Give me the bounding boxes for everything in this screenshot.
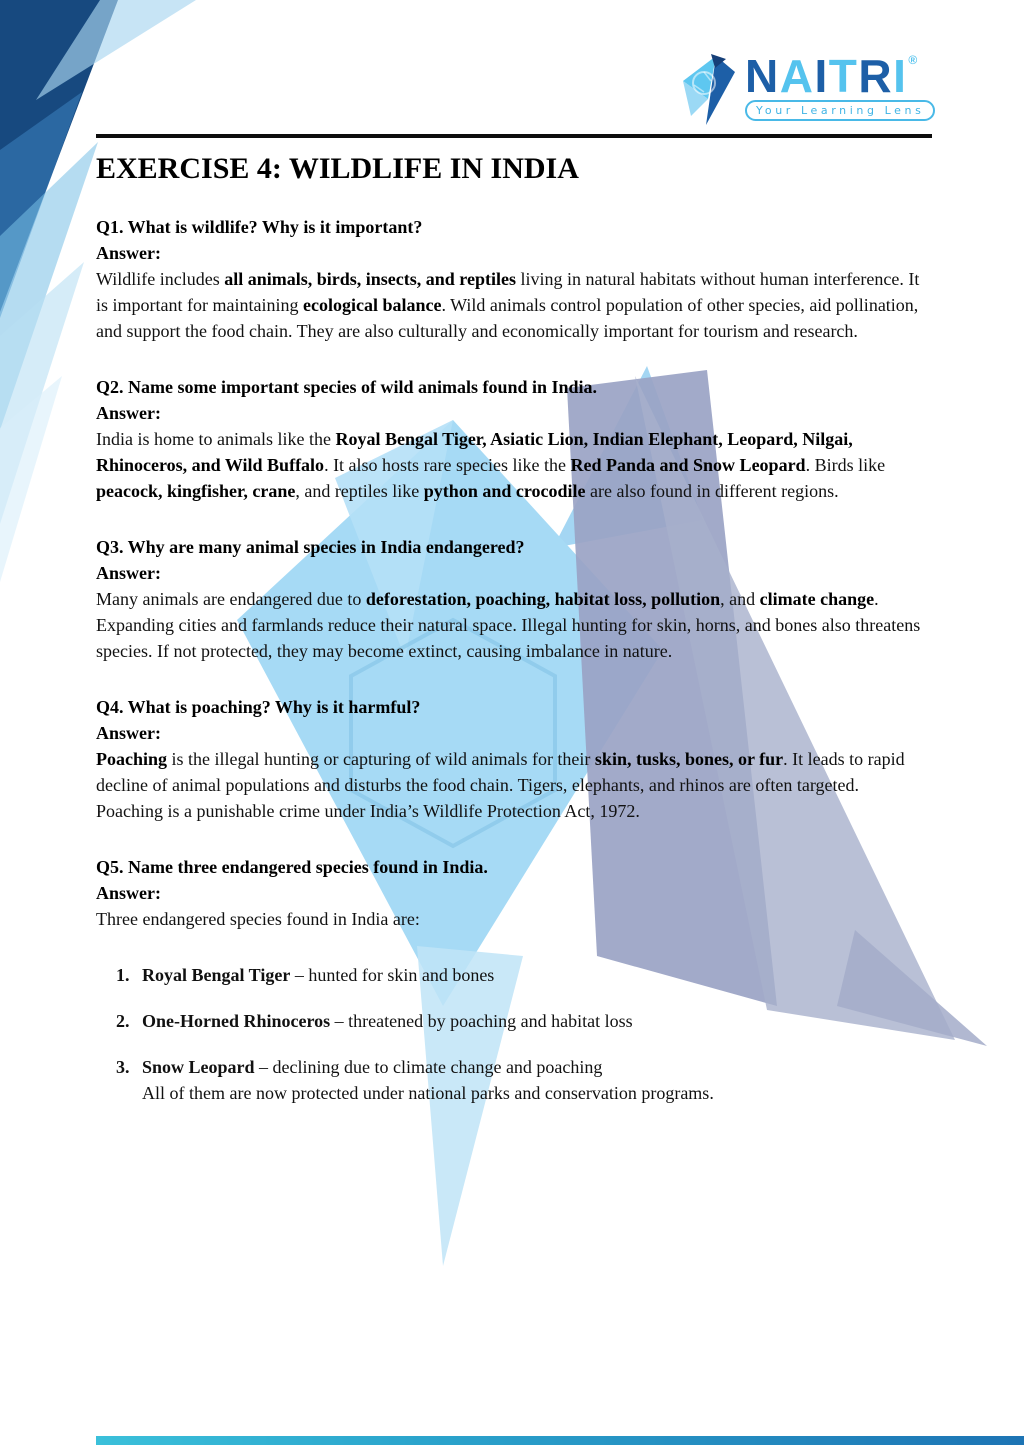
list-text <box>142 962 929 988</box>
logo-letter: I <box>814 50 829 102</box>
answer-label: Answer: <box>96 563 161 583</box>
question-heading: Q5. Name three endangered species found in India. <box>96 857 488 877</box>
endangered-species-list <box>96 962 929 1106</box>
list-text <box>142 1054 929 1106</box>
question-block-2 <box>96 374 929 504</box>
list-number: 2. <box>116 1011 130 1031</box>
header-rule <box>96 134 932 138</box>
question-heading: Q1. What is wildlife? Why is it important? <box>96 217 423 237</box>
answer-label: Answer: <box>96 723 161 743</box>
list-number: 3. <box>116 1057 130 1077</box>
list-item <box>96 962 929 988</box>
answer-label: Answer: <box>96 243 161 263</box>
answer-paragraph: Three endangered species found in India are: <box>96 909 420 929</box>
answer-paragraph: Wildlife includes all animals, birds, insects, and reptiles living in natural habitats without human interference. It is important for maintaining ecological balance. Wild animals control population of other species, aid pollination, and support the food chain. They are also culturally and economically important for tourism and research. <box>96 269 920 341</box>
question-block-3 <box>96 534 929 664</box>
question-block-1 <box>96 214 929 344</box>
logo-text <box>745 50 935 121</box>
logo-icon <box>681 54 739 128</box>
question-heading: Q4. What is poaching? Why is it harmful? <box>96 697 421 717</box>
answer-label: Answer: <box>96 403 161 423</box>
species-name: Royal Bengal Tiger <box>142 965 291 985</box>
list-number: 1. <box>116 965 130 985</box>
species-desc: – declining due to climate change and poaching <box>254 1057 603 1077</box>
species-name: Snow Leopard <box>142 1057 255 1077</box>
list-note: All of them are now protected under national parks and conservation programs. <box>142 1083 714 1103</box>
question-block-4 <box>96 694 929 824</box>
content-area <box>96 150 929 1126</box>
logo-letter: I <box>893 50 908 102</box>
header-logo <box>681 50 935 128</box>
logo-letter: R <box>858 50 894 102</box>
logo-wordmark <box>745 50 919 102</box>
logo-letter: A <box>779 50 815 102</box>
footer-accent-bar <box>96 1436 1024 1445</box>
answer-paragraph: Poaching is the illegal hunting or capturing of wild animals for their skin, tusks, bones, or fur. It leads to rapid decline of animal populations and disturbs the food chain. Tigers, elephants, and rhinos are often targeted. Poaching is a punishable crime under India’s Wildlife Protection Act, 1972. <box>96 749 905 821</box>
list-item <box>96 1008 929 1034</box>
logo-tagline: Your Learning Lens <box>745 100 935 121</box>
answer-label: Answer: <box>96 883 161 903</box>
species-desc: – hunted for skin and bones <box>290 965 495 985</box>
question-heading: Q2. Name some important species of wild animals found in India. <box>96 377 598 397</box>
registered-mark: ® <box>908 53 919 67</box>
list-item <box>96 1054 929 1106</box>
logo-letter: T <box>828 50 859 102</box>
species-desc: – threatened by poaching and habitat loss <box>330 1011 633 1031</box>
answer-paragraph: India is home to animals like the Royal Bengal Tiger, Asiatic Lion, Indian Elephant, Leopard, Nilgai, Rhinoceros, and Wild Buffalo. It also hosts rare species like the Red Panda and Snow Leopard. Birds like peacock, kingfisher, crane, and reptiles like python and crocodile are also found in different regions. <box>96 429 886 501</box>
page-title: EXERCISE 4: WILDLIFE IN INDIA <box>96 152 579 185</box>
answer-paragraph: Many animals are endangered due to deforestation, poaching, habitat loss, pollution, and climate change. Expanding cities and farmlands reduce their natural space. Illegal hunting for skin, horns, and bones also threatens species. If not protected, they may become extinct, causing imbalance in nature. <box>96 589 921 661</box>
question-heading: Q3. Why are many animal species in India endangered? <box>96 537 525 557</box>
list-text <box>142 1008 929 1034</box>
species-name: One-Horned Rhinoceros <box>142 1011 331 1031</box>
question-block-5 <box>96 854 929 932</box>
logo-letter: N <box>745 50 780 102</box>
